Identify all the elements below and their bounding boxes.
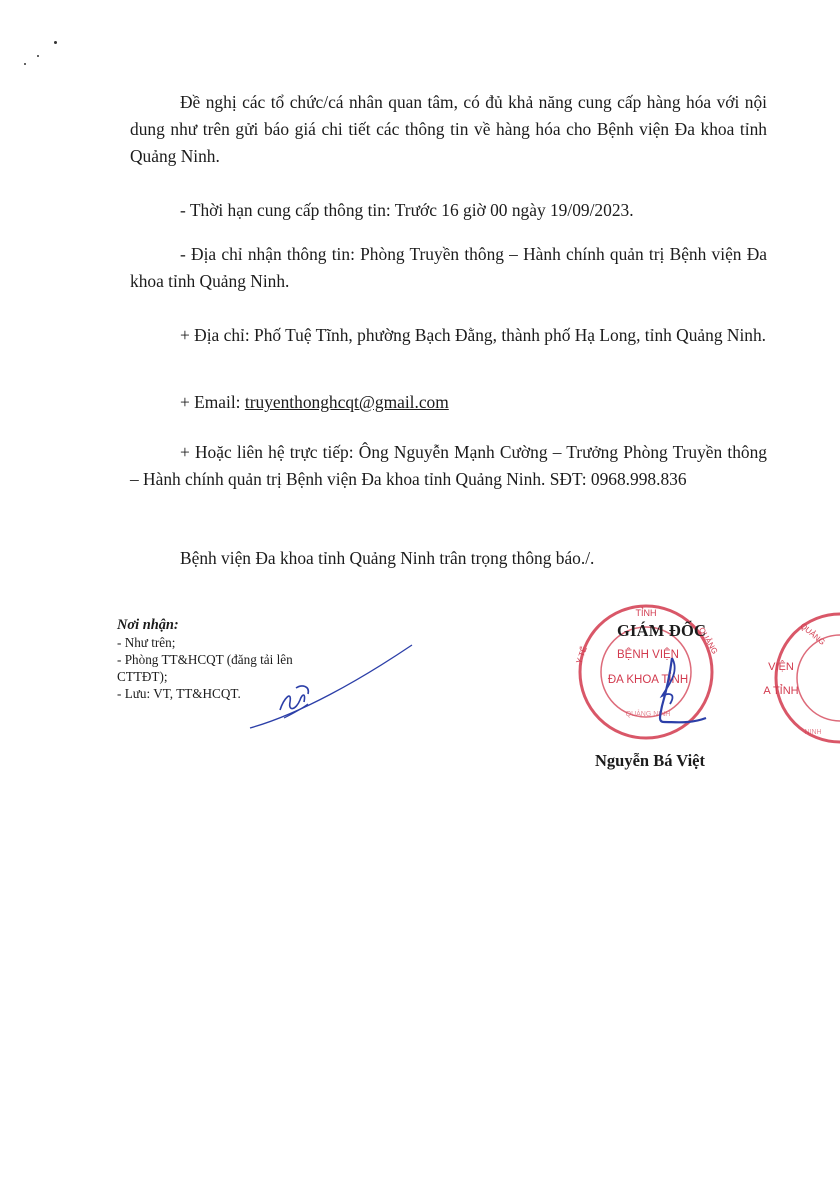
stamp-line-2: ĐA KHOA TỈNH	[607, 674, 689, 686]
stamp-line-1: BỆNH VIỆN	[617, 649, 679, 661]
recipient-item: - Như trên;	[117, 635, 176, 650]
paragraph-deadline: - Thời hạn cung cấp thông tin: Trước 16 giờ 00 ngày 19/09/2023.	[180, 200, 634, 220]
paragraph-receiving-address: - Địa chỉ nhận thông tin: Phòng Truyền thông – Hành chính quản trị Bệnh viện Đa khoa tỉnh Quảng Ninh.	[130, 244, 767, 291]
seam-top-text: QUẢNG	[798, 621, 827, 647]
paragraph-email	[130, 389, 767, 416]
seam-line-2: A TỈNH	[763, 685, 799, 697]
scan-speck	[54, 41, 57, 44]
paragraph-closing: Bệnh viện Đa khoa tỉnh Quảng Ninh trân trọng thông báo./.	[180, 548, 595, 568]
scan-speck	[24, 63, 26, 65]
paragraph-request: Đề nghị các tổ chức/cá nhân quan tâm, có đủ khả năng cung cấp hàng hóa với nội dung như trên gửi báo giá chi tiết các thông tin về hàng hóa cho Bệnh viện Đa khoa tỉnh Quảng Ninh.	[130, 92, 767, 166]
seam-seal-icon	[745, 608, 840, 748]
stamp-left-text: Y TẾ	[574, 645, 589, 665]
signature-title: GIÁM ĐỐC	[617, 621, 707, 640]
email-prefix: + Email:	[180, 392, 245, 412]
paragraph-street-address: + Địa chỉ: Phố Tuệ Tĩnh, phường Bạch Đằng, thành phố Hạ Long, tỉnh Quảng Ninh.	[180, 325, 767, 345]
director-signature-icon	[630, 650, 720, 740]
seam-line-1: VIỆN	[768, 661, 794, 673]
stamp-right-text: QUẢNG	[696, 625, 720, 656]
seam-bottom-text: NINH	[804, 729, 822, 736]
initial-signature-icon	[240, 640, 420, 740]
email-link[interactable]: truyenthonghcqt@gmail.com	[244, 392, 449, 412]
recipients-label: Nơi nhận:	[117, 617, 179, 633]
recipient-item: - Lưu: VT, TT&HCQT.	[117, 686, 241, 701]
paragraph-contact: + Hoặc liên hệ trực tiếp: Ông Nguyễn Mạnh Cường – Trưởng Phòng Truyền thông – Hành chính quản trị Bệnh viện Đa khoa tỉnh Quảng Ninh. SĐT: 0968.998.836	[130, 442, 767, 489]
stamp-bottom-text: QUẢNG NINH	[625, 711, 671, 718]
signer-name: Nguyễn Bá Việt	[595, 751, 706, 770]
scan-speck	[37, 55, 39, 57]
recipient-item: - Phòng TT&HCQT (đăng tải lên CTTĐT);	[117, 652, 293, 684]
stamp-top-text: TỈNH	[635, 608, 657, 618]
